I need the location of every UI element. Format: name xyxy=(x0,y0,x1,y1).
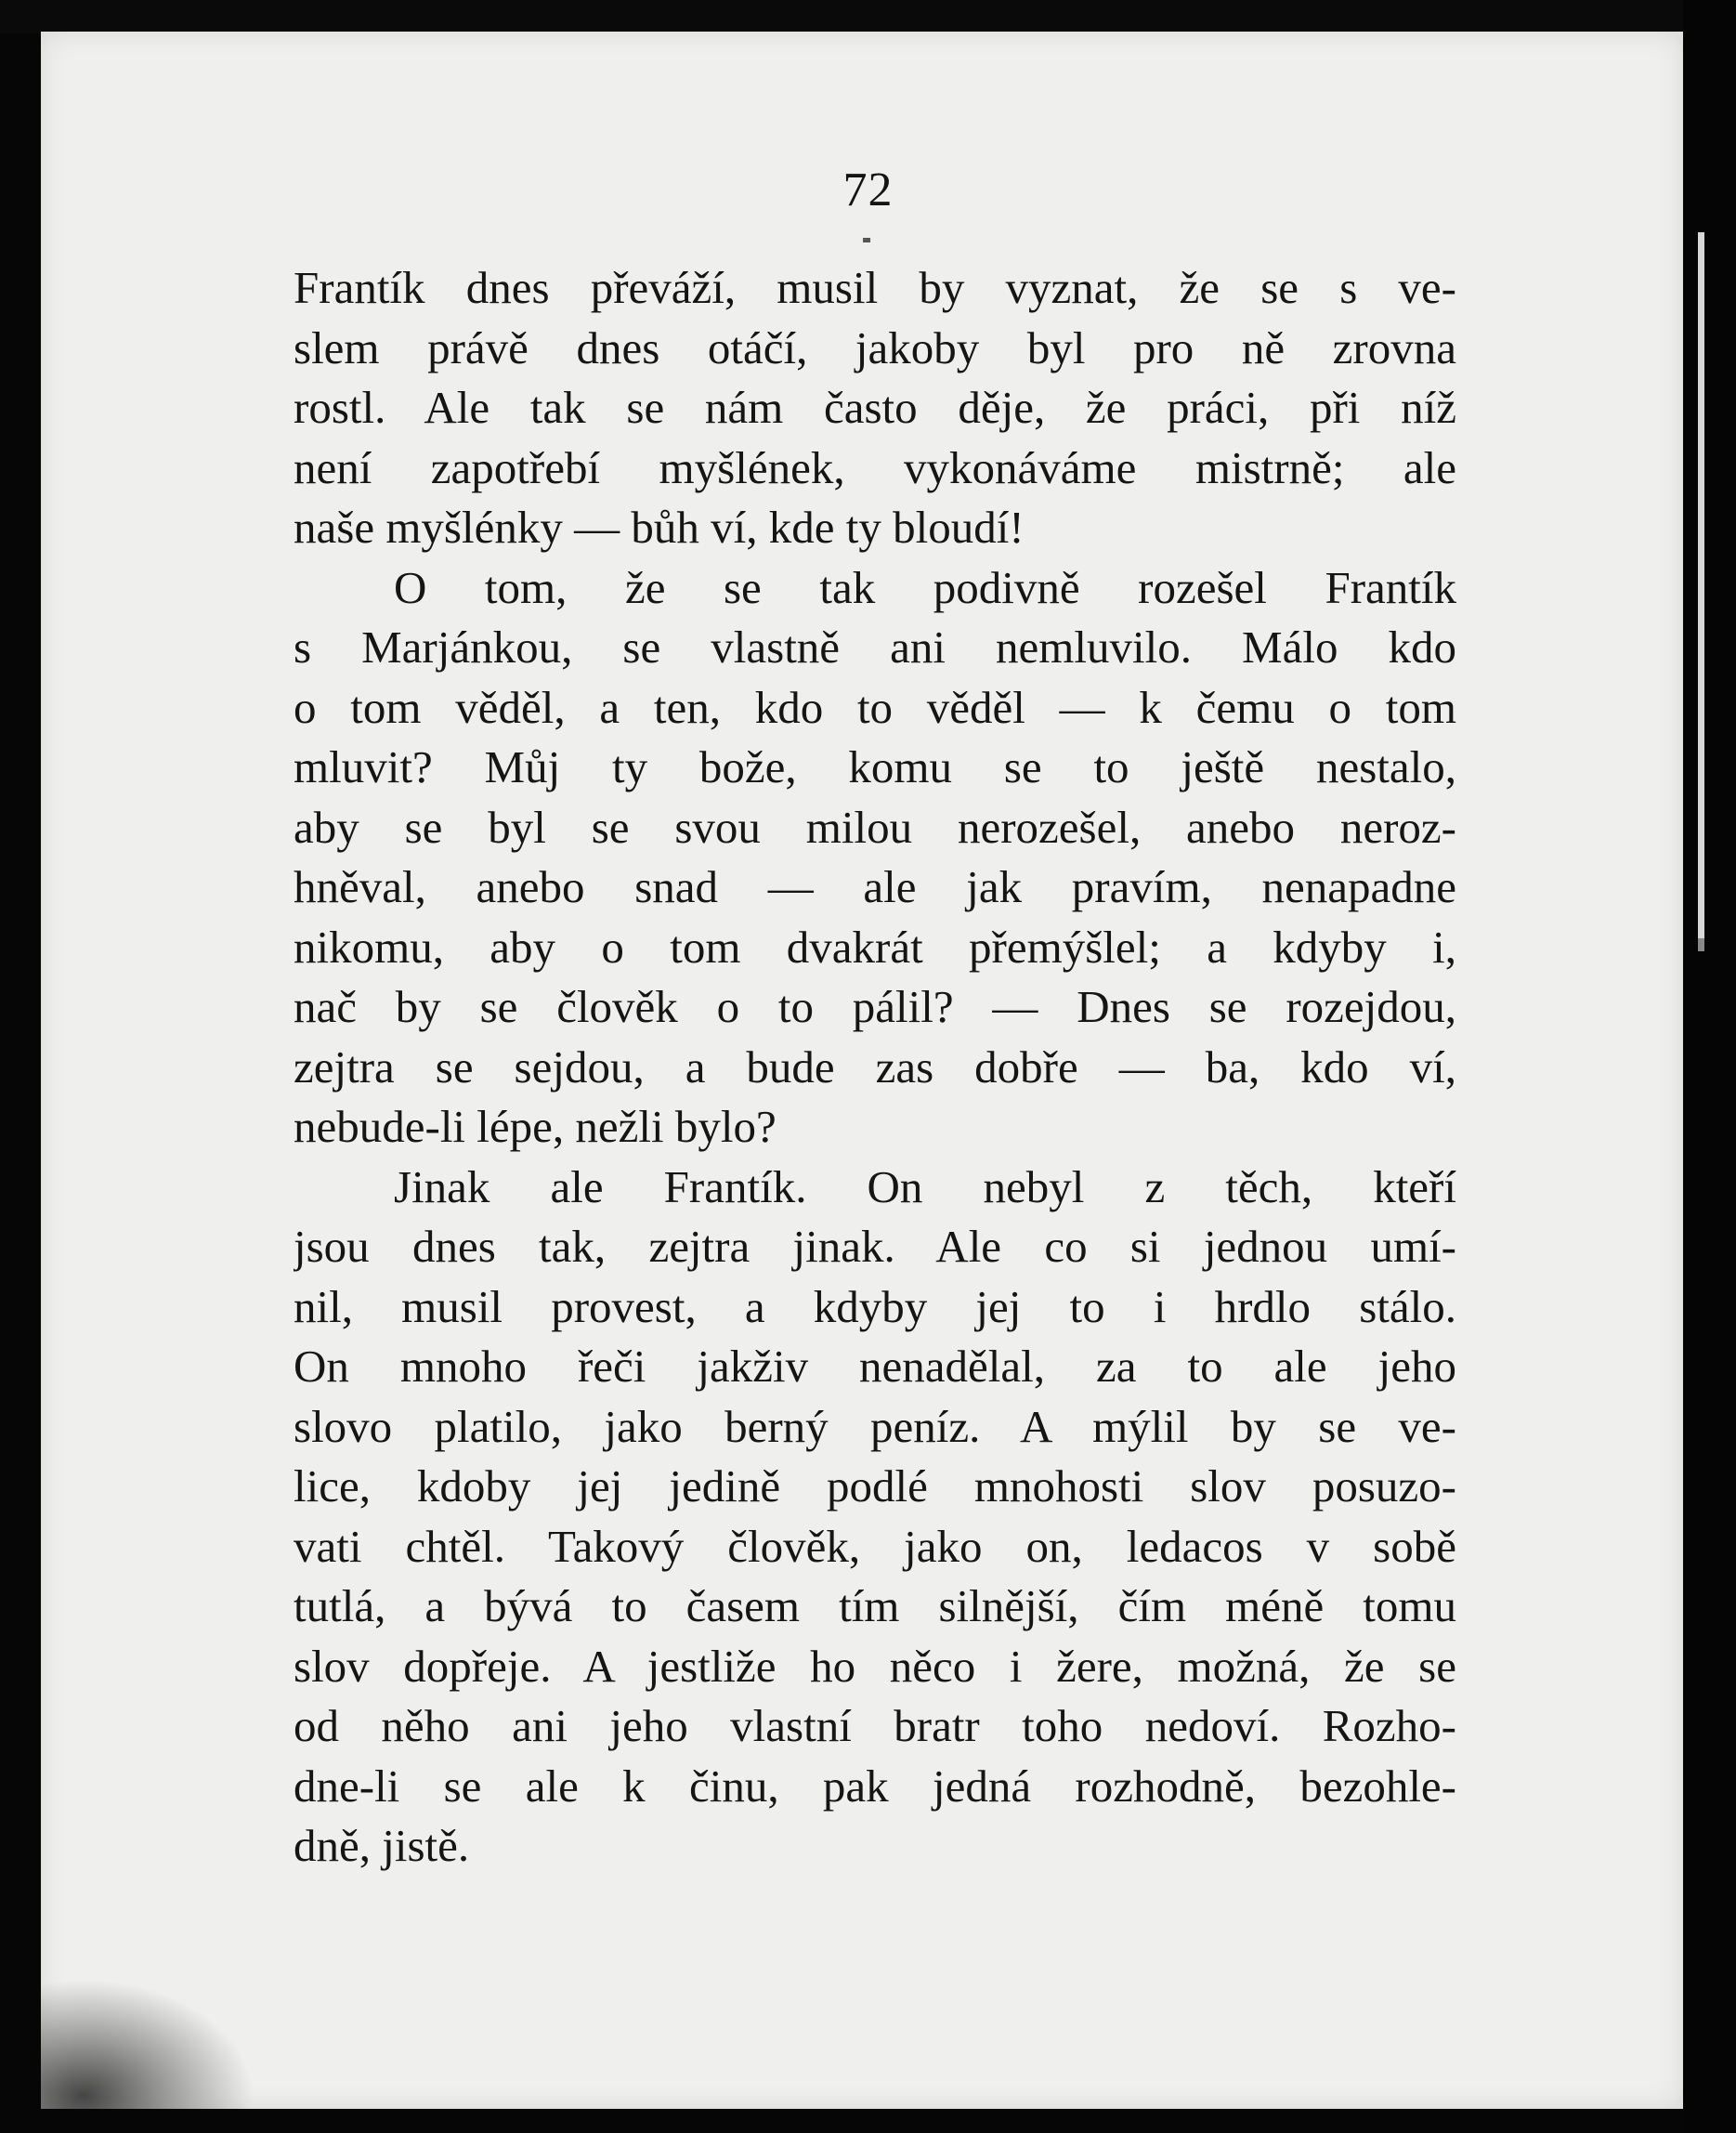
text-line: od něho ani jeho vlastní bratr toho nedoví. Rozho- xyxy=(294,1700,1456,1751)
text-line: slov dopřeje. A jestliže ho něco i žere, možná, že se xyxy=(294,1640,1456,1692)
scan-border-right xyxy=(1683,0,1736,2133)
text-line: s Marjánkou, se vlastně ani nemluvilo. Málo kdo xyxy=(294,622,1456,673)
paragraph xyxy=(294,258,1456,558)
text-line: aby se byl se svou milou nerozešel, anebo neroz- xyxy=(294,801,1456,853)
text-line: On mnoho řeči jakživ nenadělal, za to ale jeho xyxy=(294,1341,1456,1392)
page-number: 72 xyxy=(842,164,894,216)
print-mark xyxy=(863,238,870,242)
text-line: nikomu, aby o tom dvakrát přemýšlel; a kdyby i, xyxy=(294,921,1456,973)
text-line: zejtra se sejdou, a bude zas dobře — ba, kdo ví, xyxy=(294,1040,1456,1093)
text-line: O tom, že se tak podivně rozešel Frantík xyxy=(394,561,1456,613)
text-line: nebude-li lépe, nežli bylo? xyxy=(294,1101,777,1152)
text-line: lice, kdoby jej jedině podlé mnohosti slov posuzo- xyxy=(294,1460,1456,1511)
text-line: naše myšlénky — bůh ví, kde ty bloudí! xyxy=(294,502,1025,553)
text-line: hněval, anebo snad — ale jak pravím, nenapadne xyxy=(294,861,1456,912)
paragraph xyxy=(294,1158,1456,1877)
text-line: Jinak ale Frantík. On nebyl z těch, kteří xyxy=(394,1160,1456,1212)
text-line: rostl. Ale tak se nám často děje, že práci, při níž xyxy=(294,382,1456,433)
text-line: vati chtěl. Takový člověk, jako on, ledacos v sobě xyxy=(294,1520,1456,1572)
text-line: tutlá, a bývá to časem tím silnější, čím méně tomu xyxy=(294,1580,1456,1631)
text-line: slem právě dnes otáčí, jakoby byl pro ně zrovna xyxy=(294,321,1456,373)
text-line: není zapotřebí myšlének, vykonáváme mistrně; ale xyxy=(294,441,1456,493)
text-line: nil, musil provest, a kdyby jej to i hrdlo stálo. xyxy=(294,1280,1456,1332)
body-text xyxy=(294,258,1456,1877)
text-line: slovo platilo, jako berný peníz. A mýlil by se ve- xyxy=(294,1400,1456,1452)
text-line: Frantík dnes převáží, musil by vyznat, že se s ve- xyxy=(294,262,1456,313)
scan-border-top xyxy=(0,0,1736,33)
text-line: o tom věděl, a ten, kdo to věděl — k čemu o tom xyxy=(294,681,1456,733)
gutter-line xyxy=(1698,938,1704,951)
text-line: nač by se člověk o to pálil? — Dnes se rozejdou, xyxy=(294,981,1456,1032)
text-line: dně, jistě. xyxy=(294,1820,470,1871)
text-line: jsou dnes tak, zejtra jinak. Ale co si jednou umí- xyxy=(294,1221,1456,1272)
paragraph xyxy=(294,558,1456,1158)
gutter-line xyxy=(1698,232,1704,938)
scan-smudge xyxy=(41,1979,255,2109)
text-line: mluvit? Můj ty bože, komu se to ještě nestalo, xyxy=(294,741,1456,792)
text-line: dne-li se ale k činu, pak jedná rozhodně, bezohle- xyxy=(294,1760,1456,1812)
